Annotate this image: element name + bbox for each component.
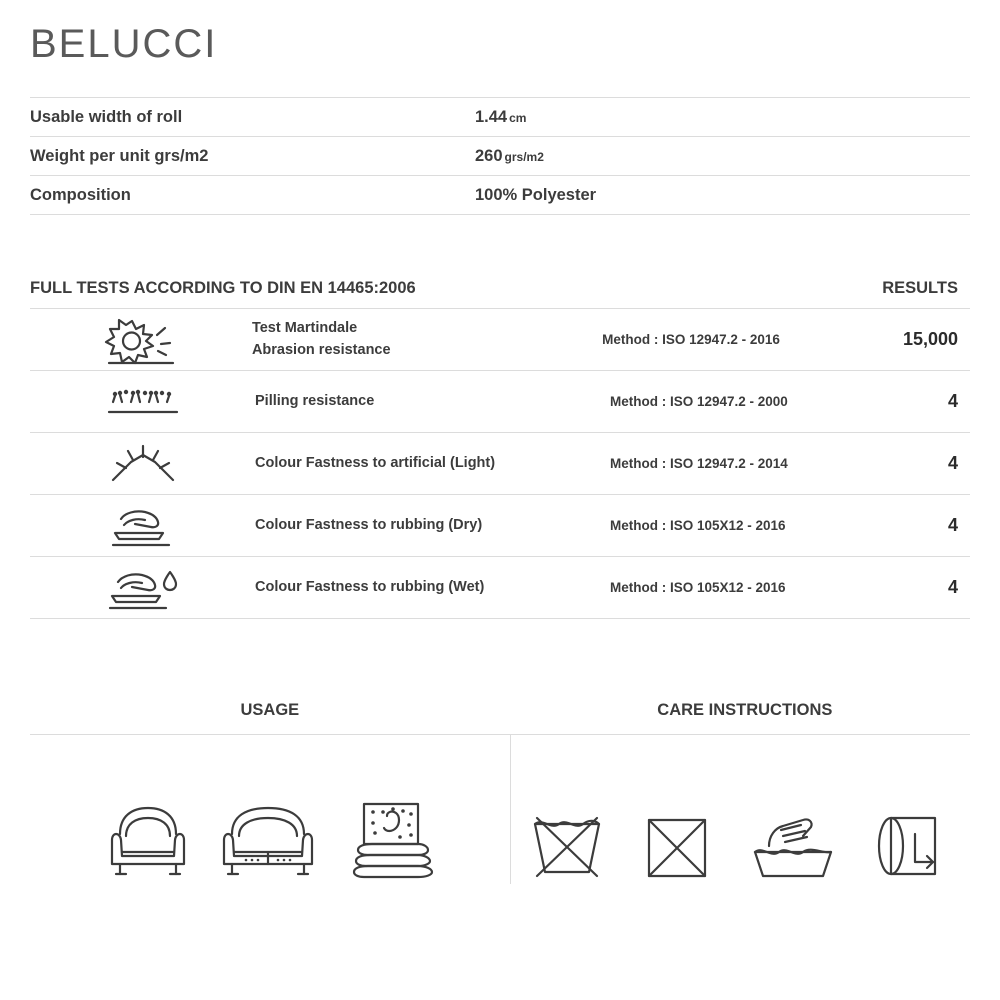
test-name-line1: Colour Fastness to rubbing (Wet)	[255, 578, 485, 595]
tests-section	[30, 279, 970, 619]
hand-wash-icon	[747, 806, 839, 884]
spec-value-number: 1.44	[475, 108, 508, 126]
spec-value-unit: grs/m2	[504, 150, 544, 164]
test-name-line1: Colour Fastness to artificial (Light)	[255, 454, 496, 471]
abrasion-sun-icon	[30, 313, 252, 367]
usage-icons	[30, 734, 510, 884]
spec-label: Composition	[30, 186, 131, 204]
test-name-line2: Abrasion resistance	[251, 341, 391, 358]
test-name	[252, 318, 602, 360]
do-not-bleach-icon	[637, 806, 717, 884]
test-name	[255, 577, 610, 598]
results-column-header: RESULTS	[882, 279, 958, 297]
table-row	[30, 495, 970, 557]
spec-value	[475, 176, 970, 215]
test-method: Method : ISO 105X12 - 2016	[610, 518, 786, 533]
spec-value-unit: cm	[509, 111, 527, 125]
test-name-line1: Test Martindale	[251, 320, 358, 337]
spec-label: Usable width of roll	[30, 108, 183, 126]
test-result: 4	[947, 577, 958, 597]
specifications-table	[30, 97, 970, 215]
spec-value-number: 260	[475, 147, 503, 165]
bottom-section	[30, 701, 970, 884]
spec-value-number: 100% Polyester	[475, 186, 597, 204]
test-result: 4	[947, 515, 958, 535]
test-name	[255, 391, 610, 412]
rubbing-wet-hand-icon	[30, 564, 255, 612]
test-name-line1: Colour Fastness to rubbing (Dry)	[255, 516, 483, 533]
table-row	[30, 309, 970, 371]
test-result: 15,000	[902, 329, 958, 349]
folded-fabric-stack-icon	[342, 792, 438, 884]
dry-flat-icon	[869, 804, 953, 884]
test-name-line1: Pilling resistance	[255, 392, 375, 409]
table-row	[30, 433, 970, 495]
test-name	[255, 453, 610, 474]
usage-section	[30, 701, 510, 884]
test-name	[255, 515, 610, 536]
spec-value	[475, 137, 970, 176]
sofa-icon	[216, 794, 320, 884]
tests-heading: FULL TESTS ACCORDING TO DIN EN 14465:2006	[30, 279, 416, 297]
test-method: Method : ISO 12947.2 - 2014	[610, 456, 788, 471]
usage-title: USAGE	[240, 701, 300, 719]
test-method: Method : ISO 12947.2 - 2016	[602, 332, 780, 347]
armchair-icon	[102, 794, 194, 884]
care-section	[510, 701, 970, 884]
table-row	[30, 371, 970, 433]
lightfastness-sun-icon	[30, 440, 255, 488]
table-row	[30, 137, 970, 176]
rubbing-dry-hand-icon	[30, 503, 255, 549]
test-method: Method : ISO 12947.2 - 2000	[610, 394, 788, 409]
table-row	[30, 557, 970, 619]
test-result: 4	[947, 453, 958, 473]
do-not-wash-icon	[527, 806, 607, 884]
spec-value	[475, 98, 970, 137]
care-title: CARE INSTRUCTIONS	[657, 701, 833, 719]
care-icons	[510, 734, 970, 884]
tests-header	[30, 279, 970, 309]
table-row	[30, 98, 970, 137]
page-title: BELUCCI	[30, 22, 218, 66]
test-result: 4	[947, 391, 958, 411]
test-method: Method : ISO 105X12 - 2016	[610, 580, 786, 595]
table-row	[30, 176, 970, 215]
pilling-dots-icon	[30, 382, 255, 422]
spec-label: Weight per unit grs/m2	[30, 147, 209, 165]
